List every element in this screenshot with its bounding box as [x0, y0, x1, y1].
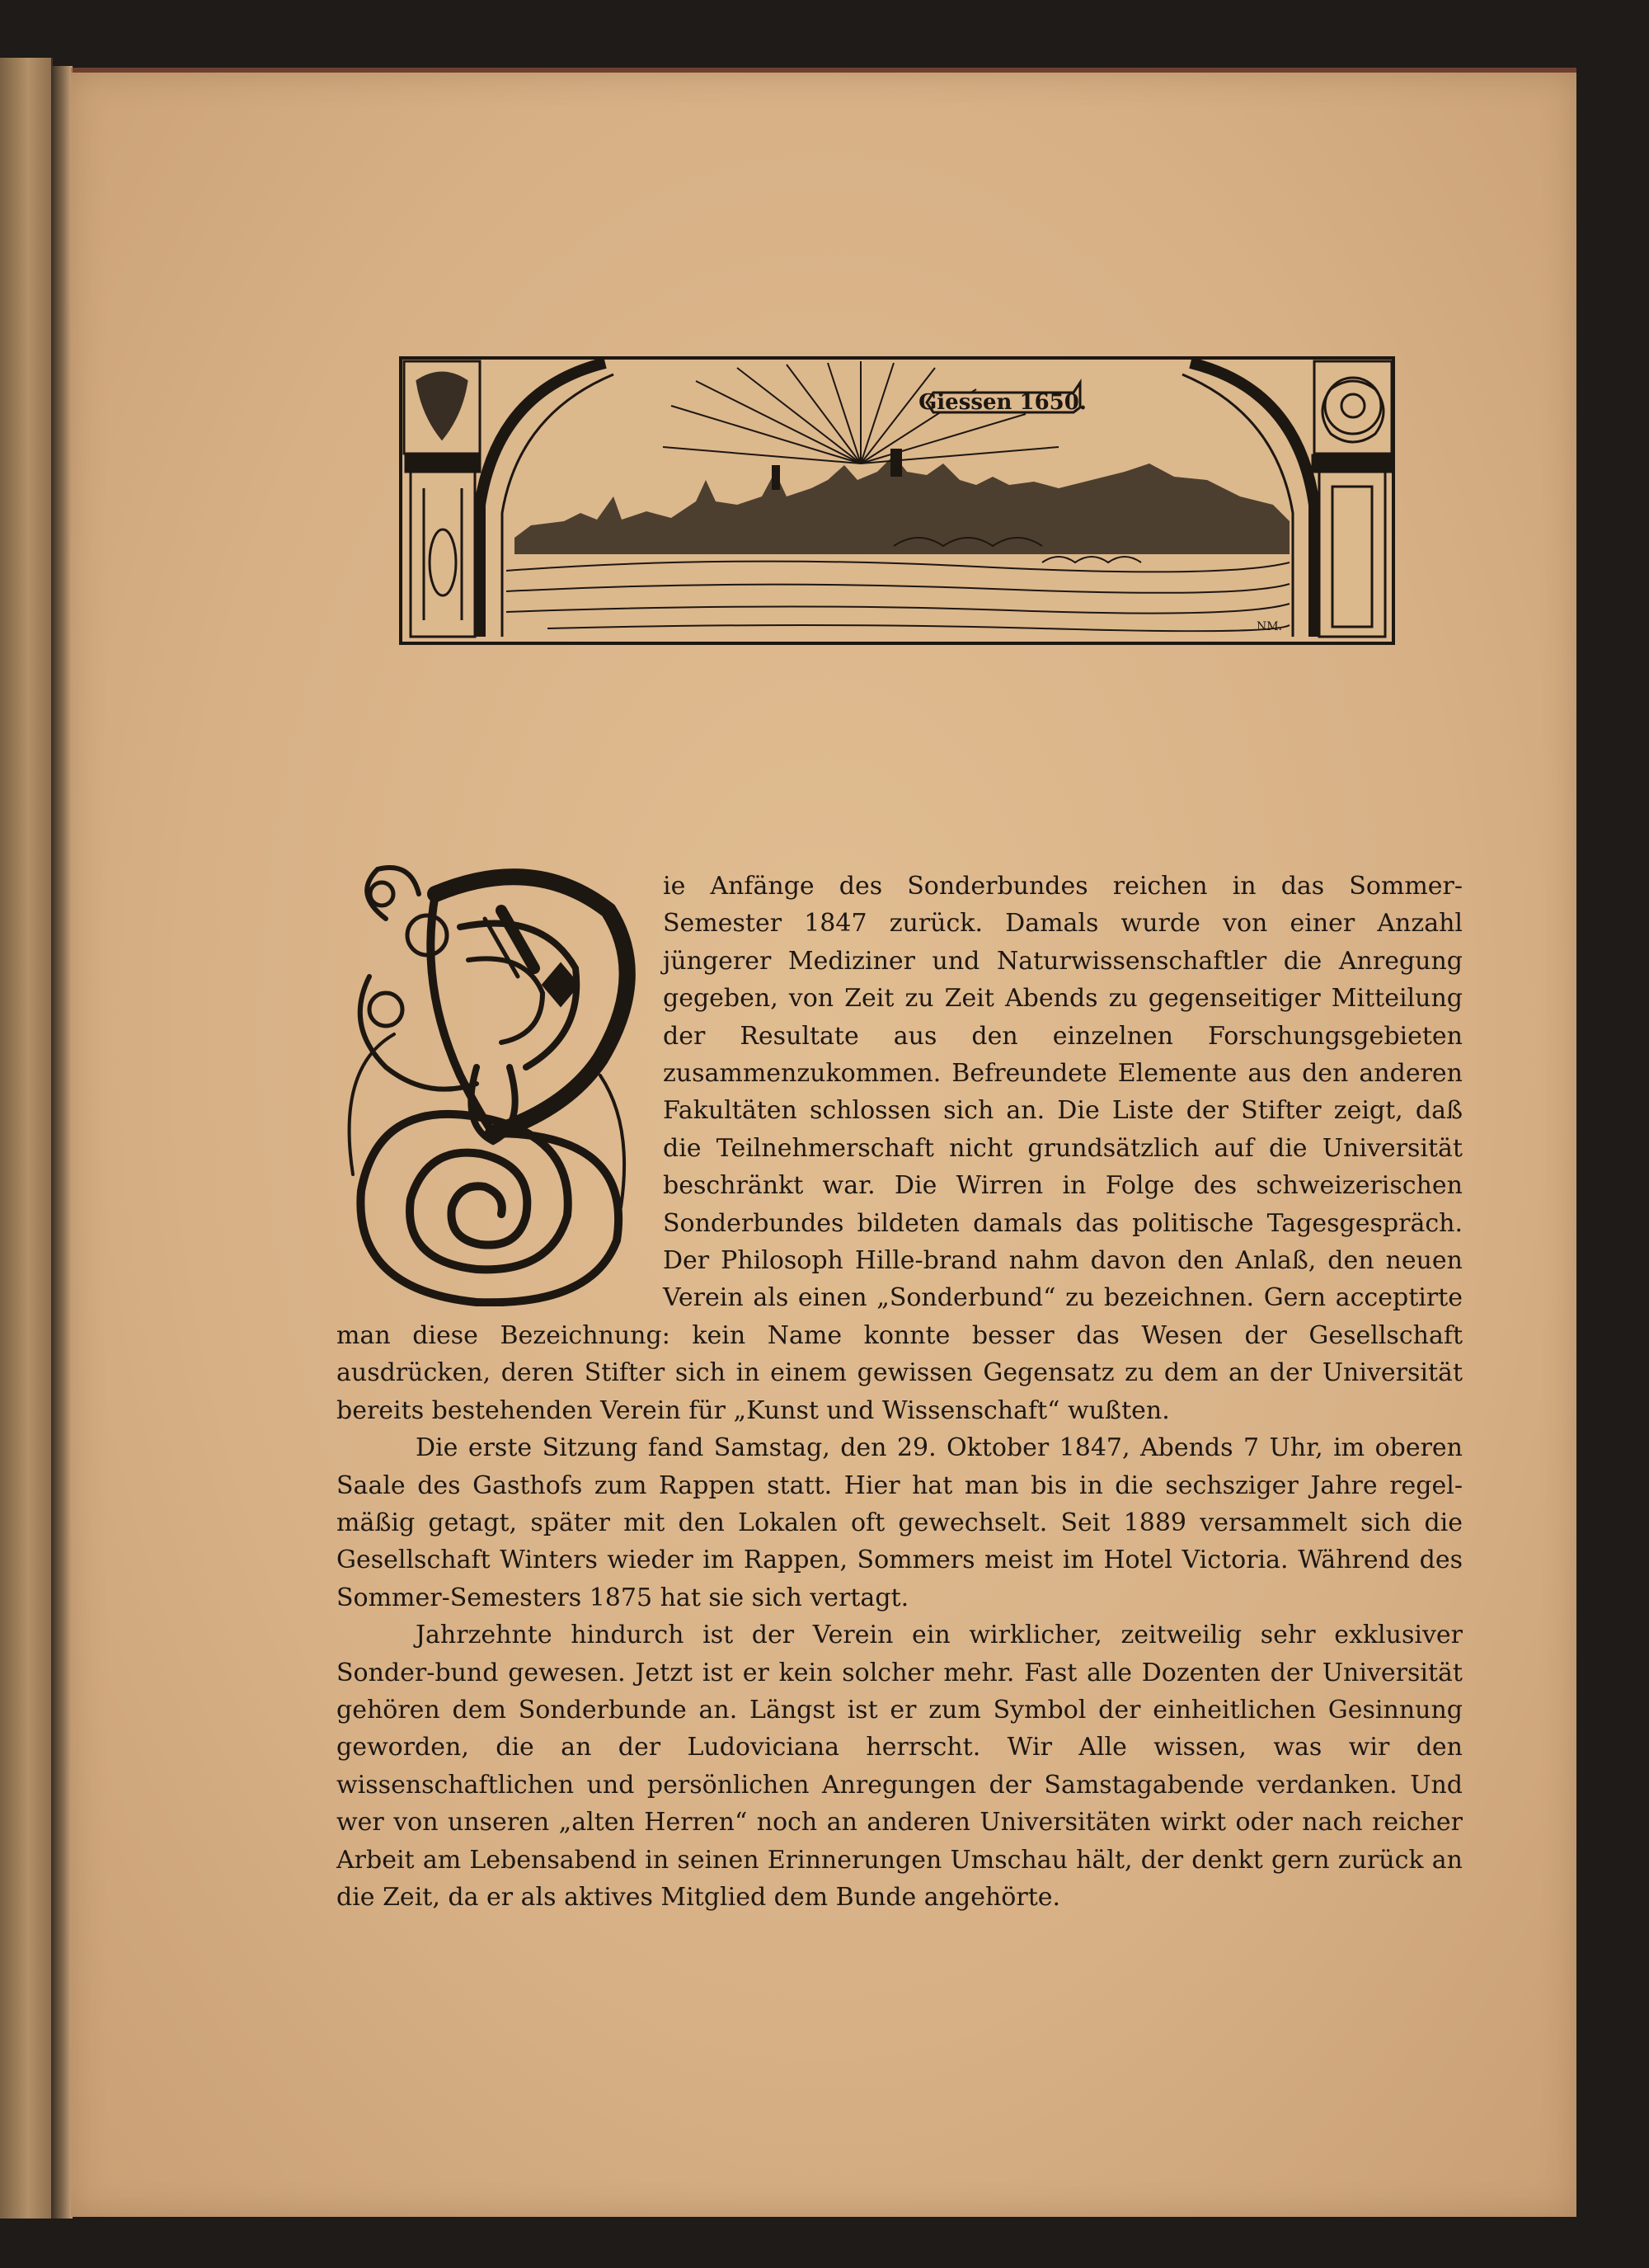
paragraph-3: Jahrzehnte hindurch ist der Verein ein wirklicher, zeitweilig sehr exklusiver Sonder-bund gewesen. Jetzt ist er kein solcher mehr. Fast alle Dozenten der Universität gehören dem Sonderbunde an. Längst ist er zum Symbol der einheitlichen Gesinnung geworden, die an der Ludoviciana herrscht. Wir Alle wissen, was wir den wissenschaftlichen und persönlichen Anregungen der Samstagabende verdanken. Und wer von unseren „alten Herren“ noch an anderen Universitäten wirkt oder nach reicher Arbeit am Lebensabend in seinen Erinnerungen Umschau hält, der denkt gern zurück an die Zeit, da er als aktives Mitglied dem Bunde angehörte. [336, 1621, 1463, 1912]
banner-text: Giessen 1650. [918, 390, 1087, 415]
giessen-engraving [399, 356, 1395, 645]
paragraph-1: ie Anfänge des Sonderbundes reichen in das Sommer-Semester 1847 zurück. Damals wurde von einer Anzahl jüngerer Mediziner und Naturwissenschaftler die Anregung gegeben, von Zeit zu Zeit Abends zu gegenseitiger Mitteilung der Resultate aus den einzelnen Forschungsgebieten zusammenzukommen. Befreundete Elemente aus den anderen Fakultäten schlossen sich an. Die Liste der Stifter zeigt, daß die Teilnehmerschaft nicht grundsätzlich auf die Universität beschränkt war. Die Wirren in Folge des schweizerischen Sonderbundes bildeten damals das politische Tagesgespräch. Der Philosoph Hille-brand nahm davon den Anlaß, den neuen Verein als einen „Sonderbund“ zu bezeichnen. Gern acceptirte man diese Bezeichnung: kein Name konnte besser das Wesen der Gesellschaft ausdrücken, deren Stifter sich in einem gewissen Gegensatz zu dem an der Universität bereits bestehenden Verein für „Kunst und Wissenschaft“ wußten. [336, 872, 1463, 1425]
engraver-signature: NM. [1257, 620, 1283, 633]
book-gutter [51, 66, 73, 2219]
article-body [336, 868, 1463, 1940]
paragraph-2: Die erste Sitzung fand Samstag, den 29. Oktober 1847, Abends 7 Uhr, im oberen Saale des Gasthofs zum Rappen statt. Hier hat man bis in die sechsziger Jahre regel-mäßig getagt, später mit den Lokalen oft gewechselt. Seit 1889 versammelt sich die Gesellschaft Winters wieder im Rappen, Sommers meist im Hotel Victoria. Während des Sommer-Semesters 1875 hat sie sich vertagt. [336, 1433, 1463, 1612]
left-page-edge [0, 58, 53, 2219]
ornamental-initial-d [336, 861, 641, 1306]
